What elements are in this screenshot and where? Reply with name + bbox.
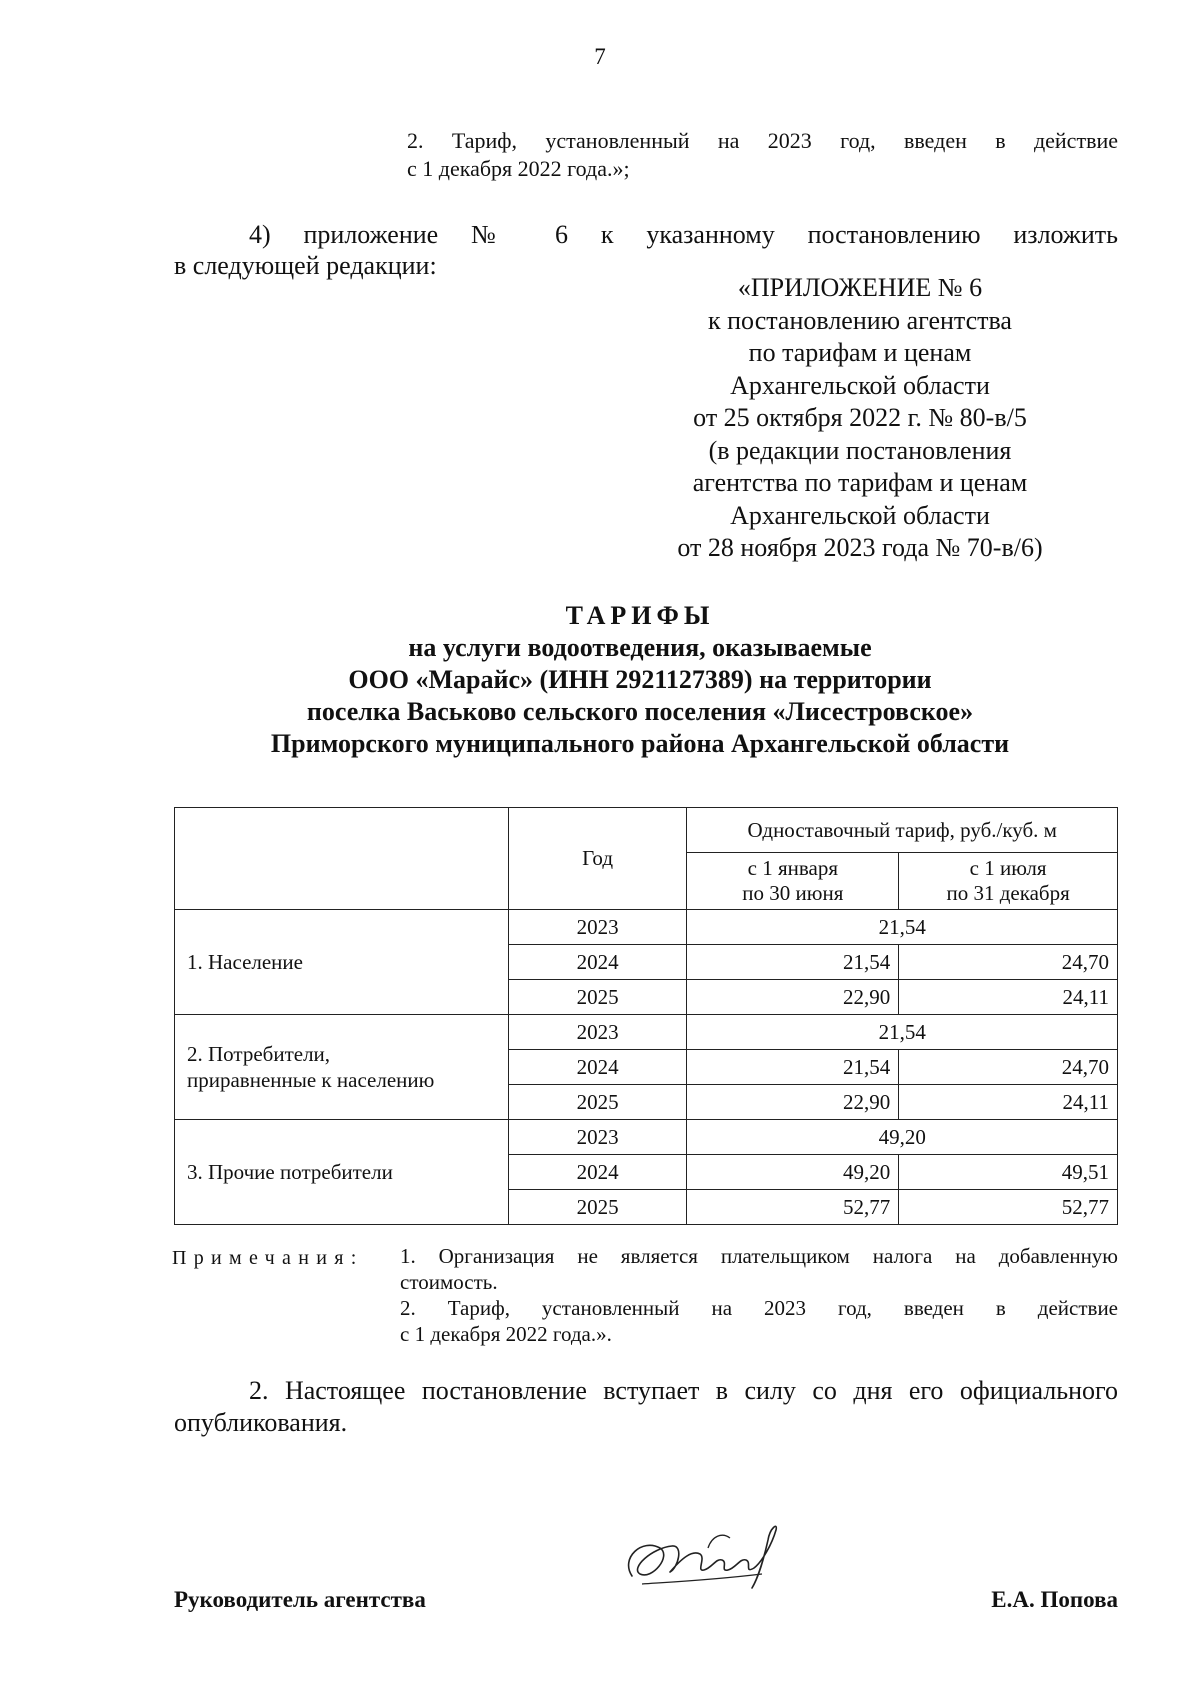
table-header-tariff: Одноставочный тариф, руб./куб. м <box>687 808 1118 853</box>
table-row <box>175 1120 1118 1155</box>
tariff-value-first-half: 52,77 <box>687 1190 899 1225</box>
top-note-line-1: 2. Тариф, установленный на 2023 год, введен в действие <box>407 128 1118 153</box>
year-cell: 2024 <box>508 1155 687 1190</box>
notes <box>400 1243 1118 1347</box>
note-1-line-2: стоимость. <box>400 1270 498 1294</box>
notes-label: Примечания: <box>172 1247 364 1269</box>
final-line-2: опубликования. <box>174 1408 348 1437</box>
year-cell: 2023 <box>508 1015 687 1050</box>
appendix-line: от 28 ноября 2023 года № 70-в/6) <box>677 533 1043 562</box>
tariff-value-first-half: 21,54 <box>687 1050 899 1085</box>
appendix-line: по тарифам и ценам <box>748 338 972 367</box>
appendix-line: Архангельской области <box>730 370 990 400</box>
table-row <box>175 1015 1118 1050</box>
year-cell: 2024 <box>508 945 687 980</box>
appendix-heading <box>640 272 1080 565</box>
table-row <box>175 910 1118 945</box>
page-number: 7 <box>594 44 606 69</box>
table-header-category <box>175 808 509 910</box>
table-header-second-half: с 1 июля по 31 декабря <box>899 853 1118 910</box>
tariff-value-second-half: 24,70 <box>899 1050 1118 1085</box>
table-header-year: Год <box>508 808 687 910</box>
consumer-category: 1. Население <box>175 910 509 1015</box>
title-line: на услуги водоотведения, оказываемые <box>408 633 872 662</box>
signatory-name: Е.А. Попова <box>991 1587 1118 1612</box>
year-cell: 2023 <box>508 910 687 945</box>
tariff-table <box>174 807 1118 1225</box>
tariff-value-second-half: 24,11 <box>899 980 1118 1015</box>
tariff-value-first-half: 21,54 <box>687 945 899 980</box>
tariff-value-second-half: 24,70 <box>899 945 1118 980</box>
tariff-value-second-half: 24,11 <box>899 1085 1118 1120</box>
note-1-line-1: 1. Организация не является плательщиком налога на добавленную <box>400 1244 1118 1268</box>
title-line: Приморского муниципального района Архангельской области <box>270 729 1010 758</box>
tariff-value: 21,54 <box>687 1015 1118 1050</box>
top-note-line-2: с 1 декабря 2022 года.»; <box>407 156 630 181</box>
year-cell: 2025 <box>508 1085 687 1120</box>
tariff-value-first-half: 49,20 <box>687 1155 899 1190</box>
consumer-category: 2. Потребители, приравненные к населению <box>175 1015 509 1120</box>
title-line: поселка Васьково сельского поселения «Лисестровское» <box>306 697 974 726</box>
consumer-category: 3. Прочие потребители <box>175 1120 509 1225</box>
appendix-line: «ПРИЛОЖЕНИЕ № 6 <box>737 273 983 302</box>
year-cell: 2025 <box>508 1190 687 1225</box>
table-header-first-half: с 1 января по 30 июня <box>687 853 899 910</box>
note-2-line-2: с 1 декабря 2022 года.». <box>400 1322 612 1346</box>
final-line-1: 2. Настоящее постановление вступает в силу со дня его официального <box>249 1376 1118 1405</box>
tariff-value-first-half: 22,90 <box>687 1085 899 1120</box>
tariff-value-second-half: 52,77 <box>899 1190 1118 1225</box>
appendix-line: к постановлению агентства <box>708 305 1012 335</box>
title-main: ТАРИФЫ <box>565 601 715 630</box>
appendix-line: Архангельской области <box>730 500 990 530</box>
year-cell: 2023 <box>508 1120 687 1155</box>
tariff-value: 49,20 <box>687 1120 1118 1155</box>
year-cell: 2024 <box>508 1050 687 1085</box>
tariff-value: 21,54 <box>687 910 1118 945</box>
title-line: ООО «Марайс» (ИНН 2921127389) на территории <box>348 665 932 694</box>
appendix-line: от 25 октября 2022 г. № 80-в/5 <box>693 403 1027 432</box>
year-cell: 2025 <box>508 980 687 1015</box>
tariff-value-first-half: 22,90 <box>687 980 899 1015</box>
appendix-line: агентства по тарифам и ценам <box>692 468 1028 497</box>
handwritten-signature <box>612 1488 802 1608</box>
document-title <box>160 600 1120 760</box>
appendix-line: (в редакции постановления <box>708 435 1012 465</box>
amend-line-2: в следующей редакции: <box>174 251 437 280</box>
amend-line-1: 4) приложение № 6 к указанному постановлению изложить <box>249 220 1118 249</box>
signatory-title: Руководитель агентства <box>174 1587 426 1612</box>
note-2-line-1: 2. Тариф, установленный на 2023 год, введен в действие <box>400 1296 1118 1320</box>
tariff-value-second-half: 49,51 <box>899 1155 1118 1190</box>
